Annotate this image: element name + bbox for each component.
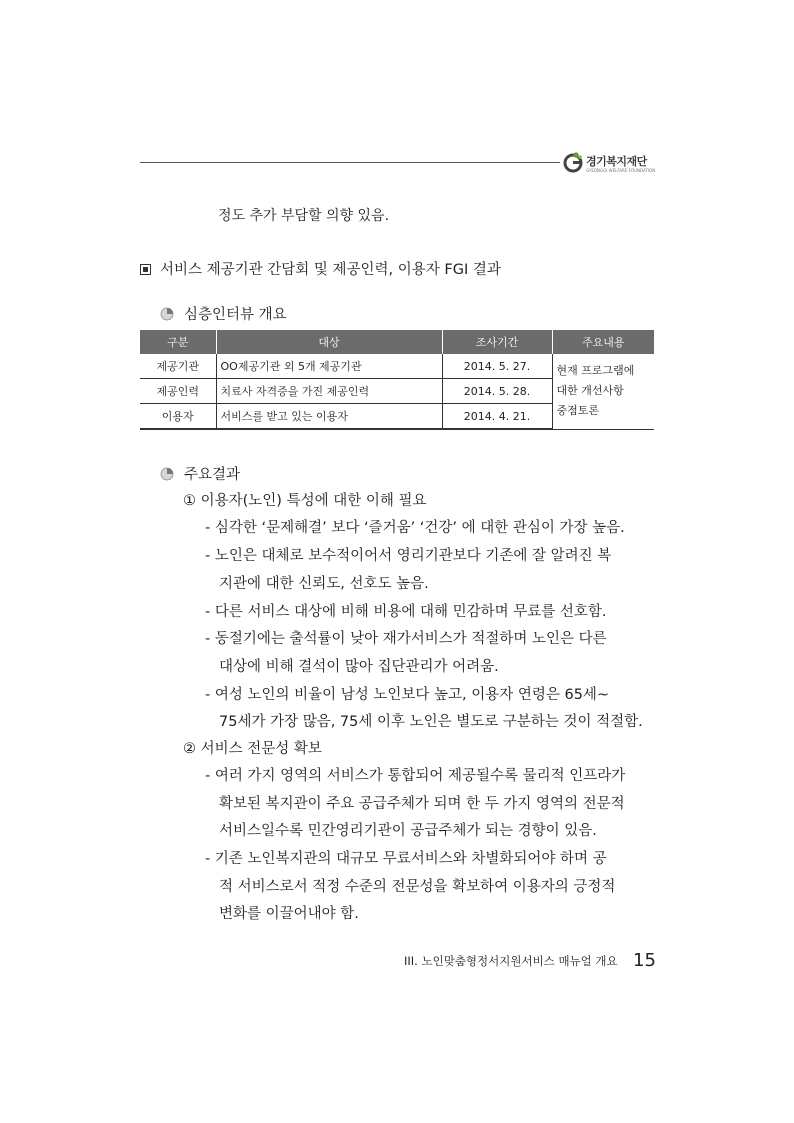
table-row [140,354,654,379]
note-line: 중점토론 [556,404,600,418]
cell-date: 2014. 5. 27. [442,354,552,379]
bullet-interview-overview [160,303,287,324]
item1-line-3: 지관에 대한 신뢰도, 선호도 높음. [219,576,429,592]
cell-date: 2014. 5. 28. [442,379,552,404]
item2-line-3: 서비스일수록 민간영리기관이 공급주체가 되는 경향이 있음. [219,823,597,839]
item1-title: ① 이용자(노인) 특성에 대한 이해 필요 [183,493,427,509]
interview-overview-table [140,330,654,430]
cell-category: 제공기관 [140,354,216,379]
cell-category: 제공인력 [140,379,216,404]
cell-main-content [552,354,654,429]
item2-line-6: 변화를 이끌어내야 함. [219,906,359,922]
item1-line-1: - 심각한 ‘문제해결’ 보다 ‘즐거움’ ‘건강’ 에 대한 관심이 가장 높음. [205,520,625,536]
item1-line-7: - 여성 노인의 비율이 남성 노인보다 높고, 이용자 연령은 65세~ [205,687,610,703]
item2-title: ② 서비스 전문성 확보 [183,741,322,757]
bullet-main-results [160,463,240,484]
note-line: 대한 개선사항 [556,384,624,398]
paragraph-continuation: 정도 추가 부담할 의향 있음. [218,208,390,224]
item1-line-8: 75세가 가장 많음, 75세 이후 노인은 별도로 구분하는 것이 적절함. [219,714,643,730]
header-rule [140,162,560,163]
item1-line-4: - 다른 서비스 대상에 비해 비용에 대해 민감하며 무료를 선호함. [205,604,607,620]
cell-date: 2014. 4. 21. [442,404,552,430]
header-content: 주요내용 [552,330,654,354]
table-header-row [140,330,654,354]
round-bullet-icon [160,307,174,321]
logo-text: 경기복지재단 [586,155,647,168]
section-heading [140,258,501,279]
item2-line-1: - 여러 가지 영역의 서비스가 통합되어 제공될수록 물리적 인프라가 [205,768,626,784]
page-number: 15 [633,950,656,971]
bullet-label: 심층인터뷰 개요 [184,307,287,323]
logo-icon [562,151,584,173]
item2-line-4: - 기존 노인복지관의 대규모 무료서비스와 차별화되어야 하며 공 [205,851,607,867]
header-period: 조사기간 [442,330,552,354]
bullet-label: 주요결과 [184,467,241,483]
square-bullet-icon [140,264,151,275]
item1-line-5: - 동절기에는 출석률이 낮아 재가서비스가 적절하며 노인은 다른 [205,631,607,647]
item2-line-5: 적 서비스로서 적정 수준의 전문성을 확보하여 이용자의 긍정적 [219,879,616,895]
header-target: 대상 [216,330,442,354]
cell-category: 이용자 [140,404,216,430]
item1-line-6: 대상에 비해 결석이 많아 집단관리가 어려움. [219,659,499,675]
section-title: 서비스 제공기관 간담회 및 제공인력, 이용자 FGI 결과 [160,262,501,278]
logo-subtext: GYEONGGI WELFARE FOUNDATION [586,168,656,173]
foundation-logo [562,150,672,178]
note-line: 현재 프로그램에 [556,364,635,378]
cell-target: 서비스를 받고 있는 이용자 [216,404,442,430]
cell-target: OO제공기관 외 5개 제공기관 [216,354,442,379]
cell-target: 치료사 자격증을 가진 제공인력 [216,379,442,404]
round-bullet-icon [160,467,174,481]
footer-chapter-title: III. 노인맞춤형정서지원서비스 매뉴얼 개요 [404,954,618,968]
item2-line-2: 확보된 복지관이 주요 공급주체가 되며 한 두 가지 영역의 전문적 [219,796,625,812]
item1-line-2: - 노인은 대체로 보수적이어서 영리기관보다 기존에 잘 알려진 복 [205,548,612,564]
header-category: 구분 [140,330,216,354]
